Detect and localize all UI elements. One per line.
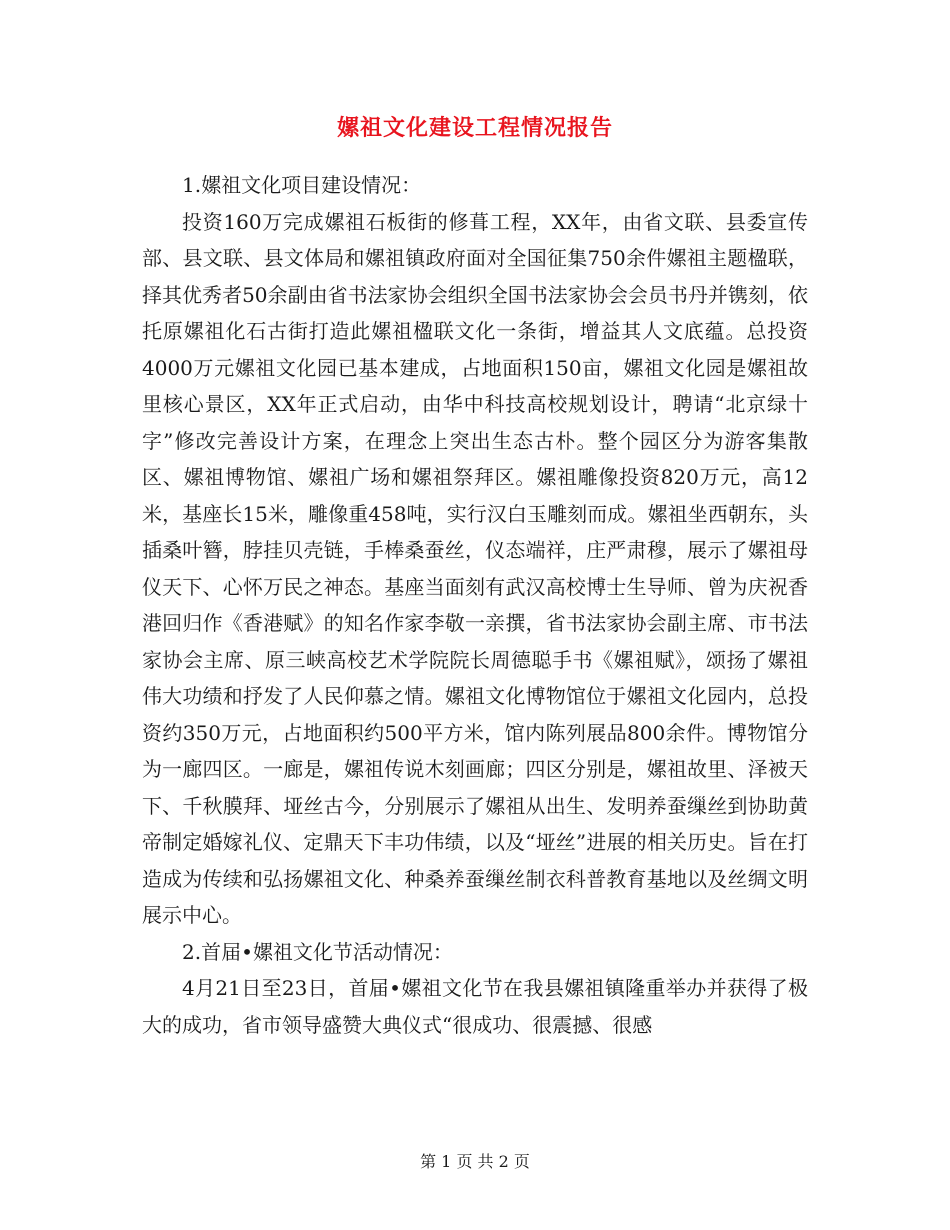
document-title: 嫘祖文化建设工程情况报告	[336, 115, 613, 141]
section-heading-2: 2.首届•嫘祖文化节活动情况：	[182, 939, 453, 964]
paragraph-2: 4月21日至23日，首届•嫘祖文化节在我县嫘祖镇隆重举办并获得了极大的成功，省市领导盛赞大典仪式“很成功、很震撼、很感	[142, 976, 808, 1037]
section-heading-1: 1.嫘祖文化项目建设情况：	[182, 173, 422, 197]
page-number-footer: 第 1 页 共 2 页	[420, 1152, 530, 1171]
paragraph-1: 投资160万完成嫘祖石板街的修葺工程，XX年，由省文联、县委宣传部、县文联、县文体局和嫘祖镇政府面对全国征集750余件嫘祖主题楹联，择其优秀者50余副由省书法家协会组织全国书法家协会会员书丹并镌刻，依托原嫘祖化石古街打造此嫘祖楹联文化一条街，增益其人文底蕴。总投资4000万元嫘祖文化园已基本建成，占地面积150亩，嫘祖文化园是嫘祖故里核心景区，XX年正式启动，由华中科技高校规划设计，聘请“北京绿十字”修改完善设计方案，在理念上突出生态古朴。整个园区分为游客集散区、嫘祖博物馆、嫘祖广场和嫘祖祭拜区。嫘祖雕像投资820万元，高12米，基座长15米，雕像重458吨，实行汉白玉雕刻而成。嫘祖坐西朝东，头插桑叶簪，脖挂贝壳链，手棒桑蚕丝，仪态端祥，庄严肃穆，展示了嫘祖母仪天下、心怀万民之神态。基座当面刻有武汉高校博士生导师、曾为庆祝香港回归作《香港赋》的知名作家李敬一亲撰，省书法家协会副主席、市书法家协会主席、原三峡高校艺术学院院长周德聪手书《嫘祖赋》，颂扬了嫘祖伟大功绩和抒发了人民仰慕之情。嫘祖文化博物馆位于嫘祖文化园内，总投资约350万元，占地面积约500平方米，馆内陈列展品800余件。博物馆分为一廊四区。一廊是，嫘祖传说木刻画廊；四区分别是，嫘祖故里、泽被天下、千秋膜拜、垭丝古今，分别展示了嫘祖从出生、发明养蚕缫丝到协助黄帝制定婚嫁礼仪、定鼎天下丰功伟绩，以及“垭丝”进展的相关历史。旨在打造成为传续和弘扬嫘祖文化、种桑养蚕缫丝制衣科普教育基地以及丝绸文明展示中心。	[142, 209, 808, 927]
document-body	[142, 167, 808, 1043]
